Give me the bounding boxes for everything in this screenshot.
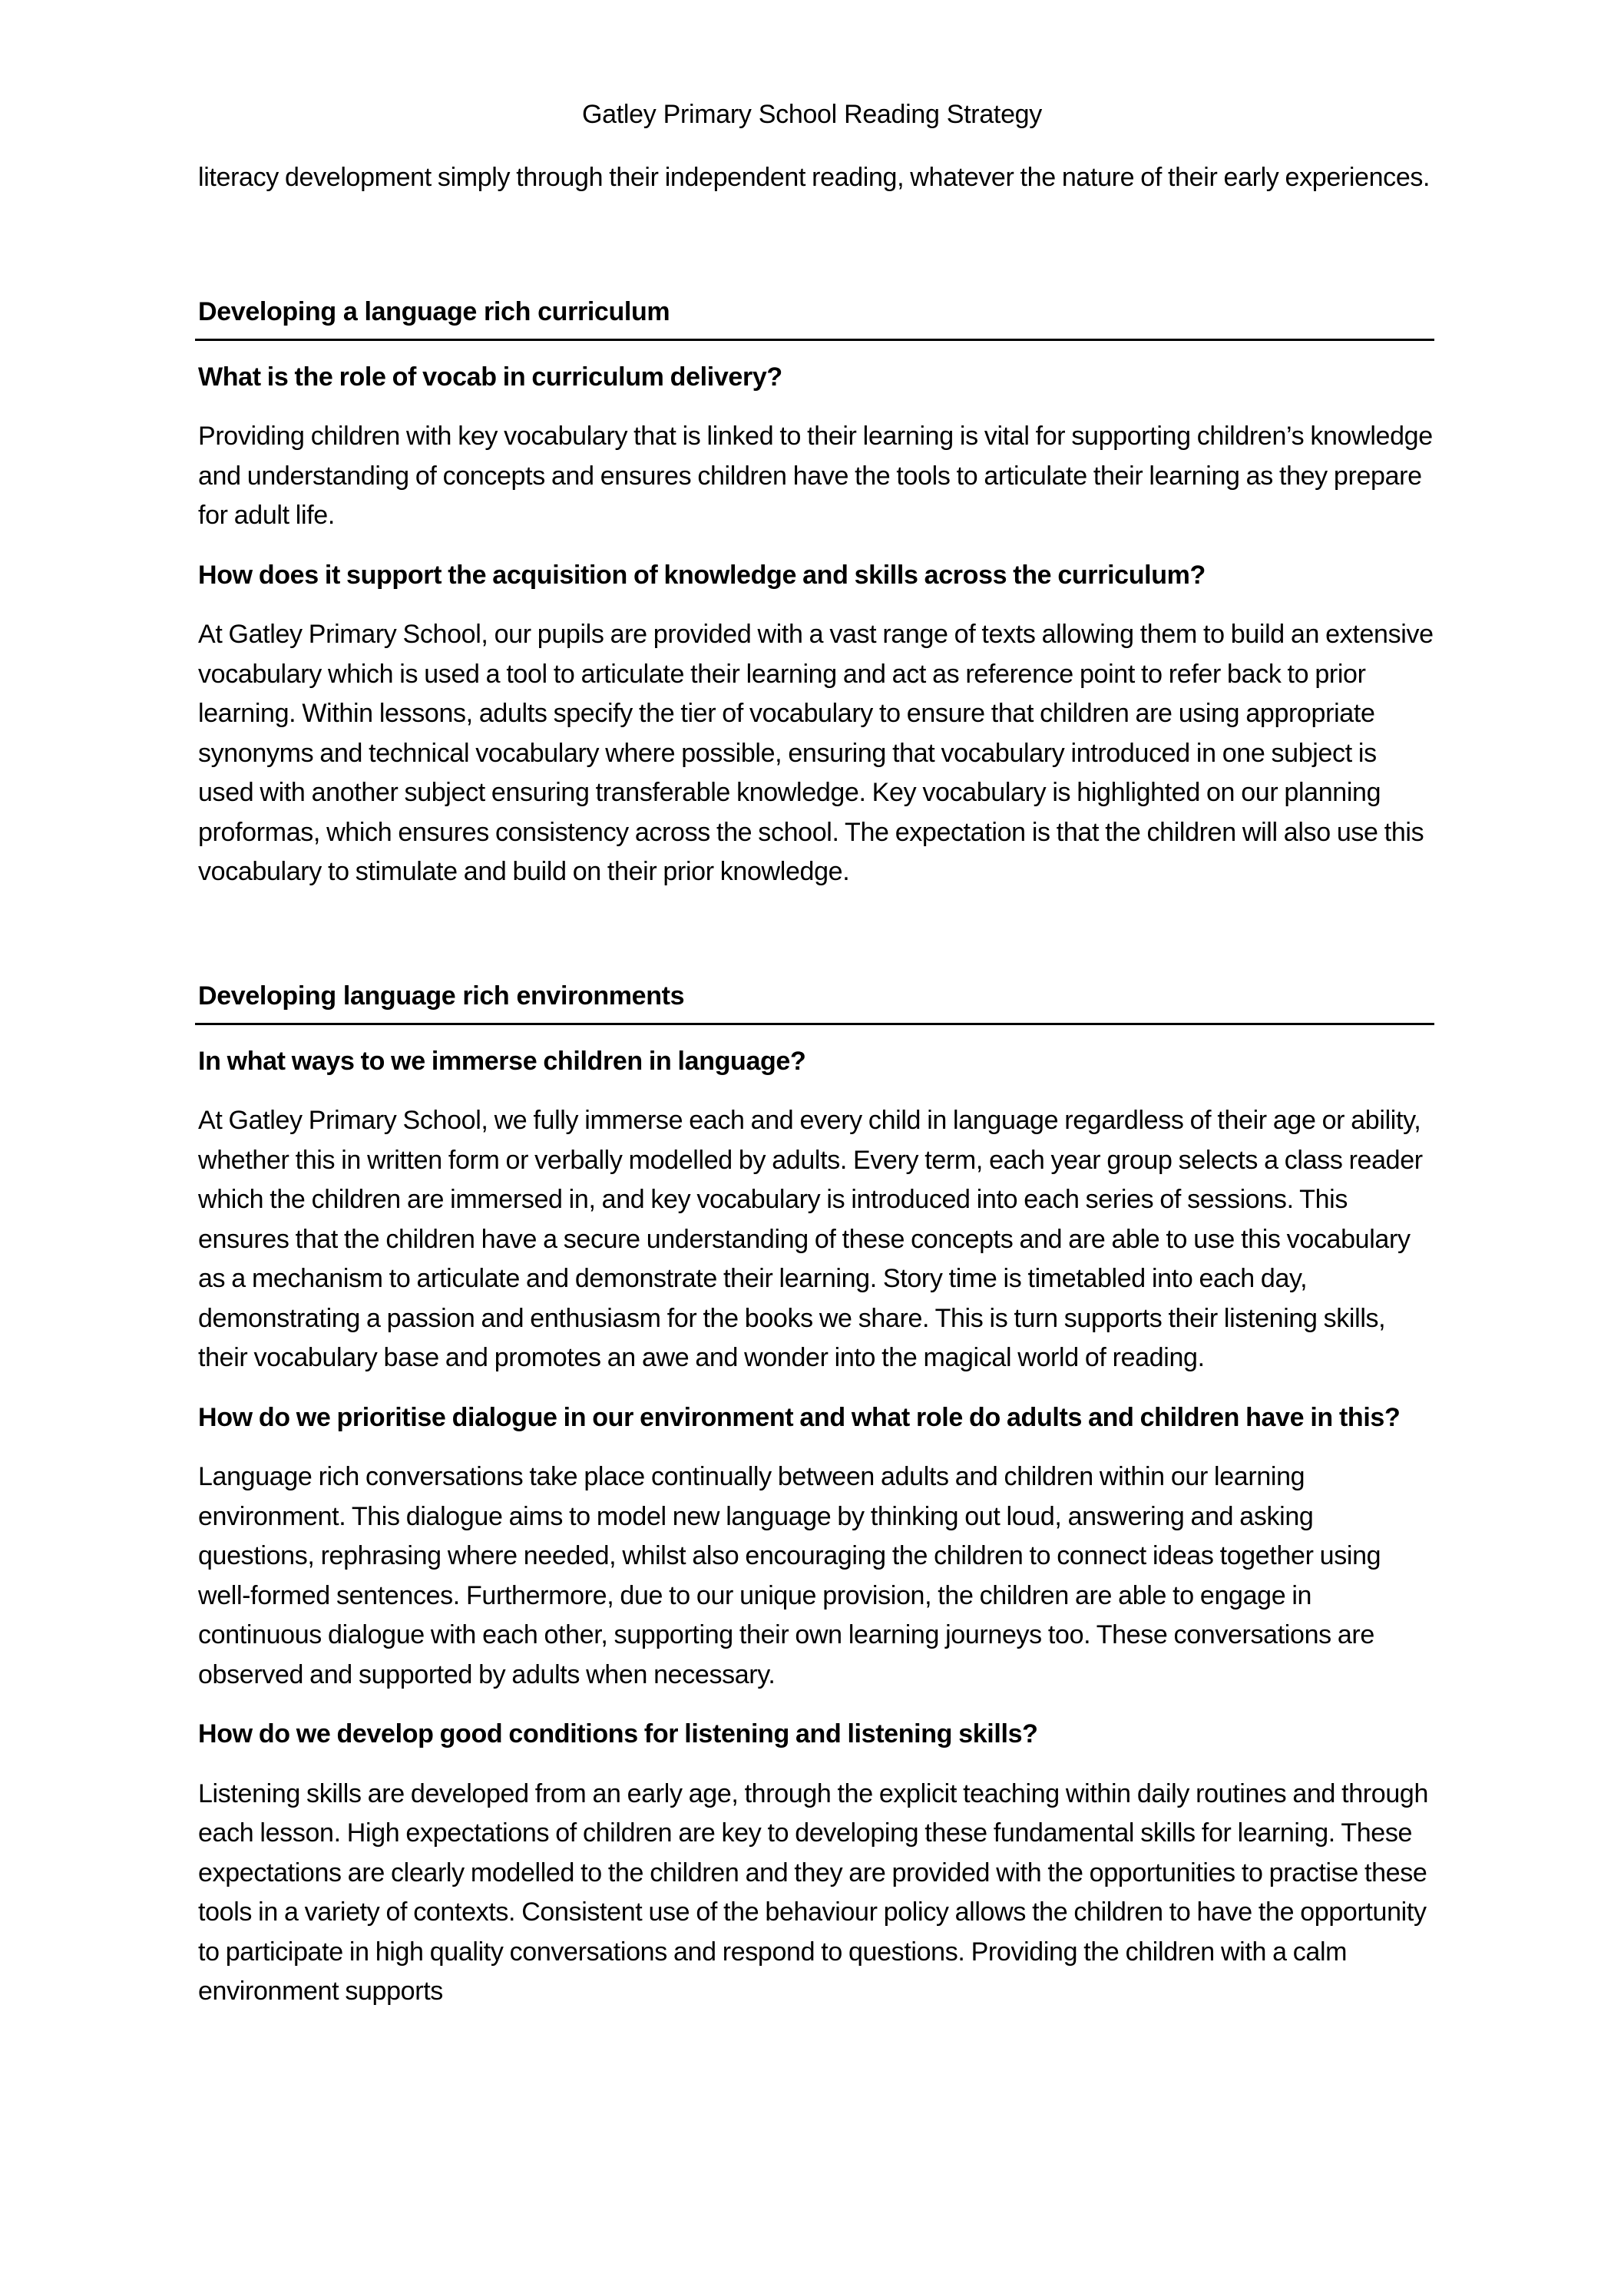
answer-paragraph: Listening skills are developed from an early age, through the explicit teaching within daily routines and through each lesson. High expectations of children are key to developing these fundamental skills for learning. These expectations are clearly modelled to the children and they are provided with the opportunities to practise these tools in a variety of contexts. Consistent use of the behaviour policy allows the children to have the opportunity to participate in high quality conversations and respond to questions. Providing the children with a calm environment supports xyxy=(198,1778,1429,2006)
section-language-rich-environments xyxy=(198,978,1434,2012)
intro-continuation-paragraph: literacy development simply through their independent reading, whatever the nature of their early experiences. xyxy=(198,163,1431,192)
answer-paragraph: Language rich conversations take place continually between adults and children within our learning environment. This dialogue aims to model new language by thinking out loud, answering and asking questions, rephrasing where needed, whilst also encouraging the children to connect ideas together using well-formed sentences. Furthermore, due to our unique provision, the children are able to engage in continuous dialogue with each other, supporting their own learning journeys too. These conversations are observed and supported by adults when necessary. xyxy=(198,1462,1381,1689)
question-heading: How do we prioritise dialogue in our environment and what role do adults and children have in this? xyxy=(198,1402,1401,1432)
section-heading: Developing a language rich curriculum xyxy=(195,294,1434,341)
page-content xyxy=(198,158,1434,2012)
running-header: Gatley Primary School Reading Strategy xyxy=(582,100,1042,129)
question-heading: How does it support the acquisition of knowledge and skills across the curriculum? xyxy=(198,560,1206,590)
answer-paragraph: At Gatley Primary School, we fully immerse each and every child in language regardless of their age or ability, whether this in written form or verbally modelled by adults. Every term, each year group selects a class reader which the children are immersed in, and key vocabulary is introduced into each series of sessions. This ensures that the children have a secure understanding of these concepts and are able to use this vocabulary as a mechanism to articulate and demonstrate their learning. Story time is timetabled into each day, demonstrating a passion and enthusiasm for the books we share. This is turn supports their listening skills, their vocabulary base and promotes an awe and wonder into the magical world of reading. xyxy=(198,1106,1423,1372)
section-language-rich-curriculum xyxy=(198,294,1434,892)
question-heading: How do we develop good conditions for listening and listening skills? xyxy=(198,1719,1038,1748)
answer-paragraph: Providing children with key vocabulary that is linked to their learning is vital for supporting children’s knowledge and understanding of concepts and ensures children have the tools to articulate their learning as they prepare for adult life. xyxy=(198,422,1433,530)
question-heading: What is the role of vocab in curriculum delivery? xyxy=(198,362,782,392)
question-heading: In what ways to we immerse children in language? xyxy=(198,1046,806,1076)
section-heading: Developing language rich environments xyxy=(195,978,1434,1025)
answer-paragraph: At Gatley Primary School, our pupils are provided with a vast range of texts allowing them to build an extensive vocabulary which is used a tool to articulate their learning and act as reference point to refer back to prior learning. Within lessons, adults specify the tier of vocabulary to ensure that children are using appropriate synonyms and technical vocabulary where possible, ensuring that vocabulary introduced in one subject is used with another subject ensuring transferable knowledge. Key vocabulary is highlighted on our planning proformas, which ensures consistency across the school. The expectation is that the children will also use this vocabulary to stimulate and build on their prior knowledge. xyxy=(198,620,1434,886)
